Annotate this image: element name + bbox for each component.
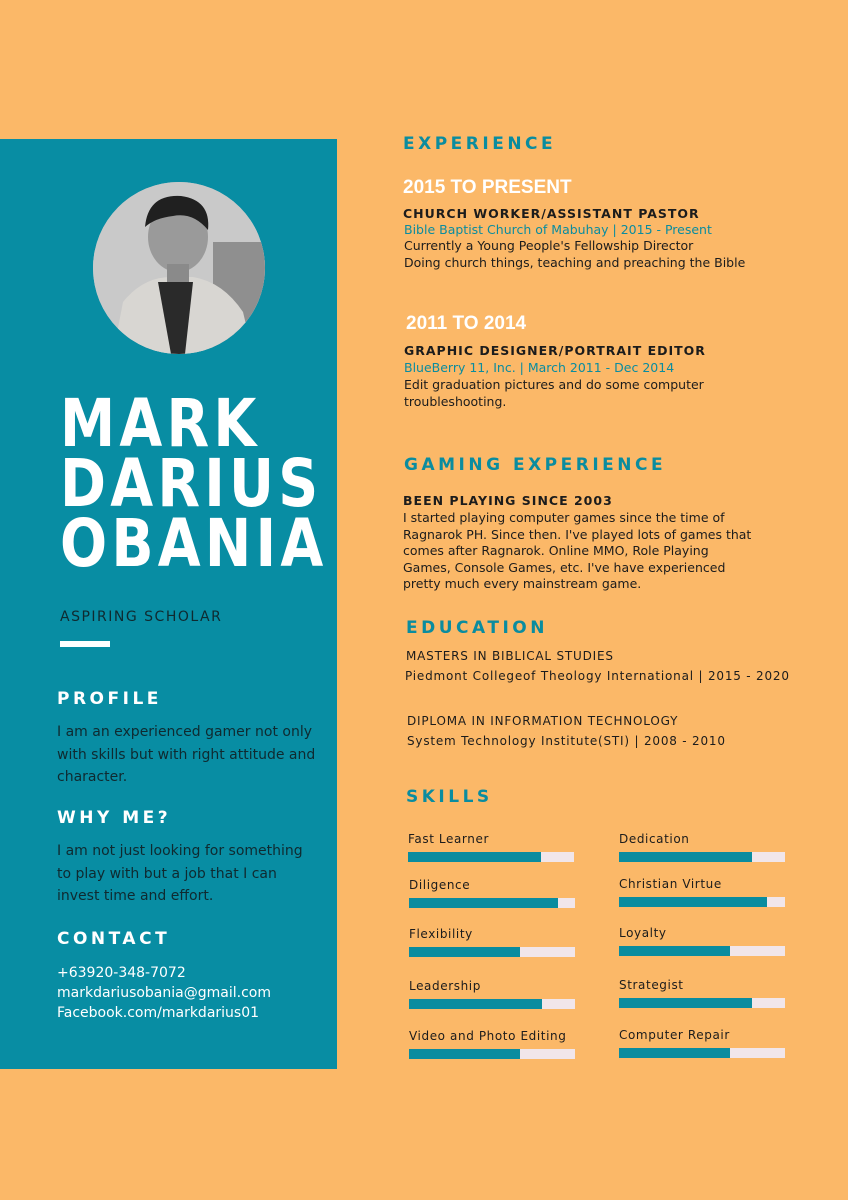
why-me-text: I am not just looking for something to play with but a job that I can invest time and effort.	[57, 843, 303, 904]
skill-label: Loyalty	[619, 926, 667, 940]
divider-bar	[60, 641, 110, 647]
skill-label: Christian Virtue	[619, 877, 722, 891]
skill-fill	[619, 1048, 730, 1058]
skill-label: Leadership	[409, 979, 481, 993]
skill-track	[409, 947, 575, 957]
education-2-degree: DIPLOMA IN INFORMATION TECHNOLOGY	[407, 714, 679, 728]
job-1-desc-line: Doing church things, teaching and preaching the Bible	[404, 254, 746, 270]
skill-video-photo-editing	[409, 1029, 575, 1045]
sidebar	[0, 139, 337, 1069]
skill-fill	[409, 1049, 520, 1059]
skill-track	[619, 897, 785, 907]
gaming-heading: GAMING EXPERIENCE	[404, 455, 667, 475]
candidate-name	[60, 385, 328, 582]
skill-flexibility	[409, 927, 575, 943]
name-line-middle: DARIUS	[60, 445, 323, 522]
skill-fill	[409, 898, 558, 908]
skill-track	[409, 898, 575, 908]
profile-photo	[93, 182, 265, 354]
skill-label: Computer Repair	[619, 1028, 730, 1042]
name-line-last: OBANIA	[60, 505, 328, 582]
job-1-desc-line: Currently a Young People's Fellowship Director	[404, 238, 694, 253]
skill-label: Diligence	[409, 878, 471, 892]
skill-track	[409, 1049, 575, 1059]
job-1-org: Bible Baptist Church of Mabuhay | 2015 - Present	[404, 222, 712, 237]
job-1-title: CHURCH WORKER/ASSISTANT PASTOR	[403, 206, 700, 221]
profile-text: I am an experienced gamer not only with skills but with right attitude and character.	[57, 724, 316, 785]
portrait-image	[93, 182, 265, 354]
contact-facebook[interactable]: Facebook.com/markdarius01	[57, 1005, 260, 1021]
skill-fill	[619, 897, 767, 907]
skill-track	[619, 998, 785, 1008]
skill-fill	[409, 999, 542, 1009]
candidate-subtitle: ASPIRING SCHOLAR	[60, 609, 223, 625]
education-heading: EDUCATION	[406, 618, 548, 638]
skill-christian-virtue	[619, 877, 785, 893]
skill-track	[409, 999, 575, 1009]
contact-phone[interactable]: +63920-348-7072	[57, 965, 186, 981]
skill-label: Strategist	[619, 978, 684, 992]
education-1-school: Piedmont Collegeof Theology International | 2015 - 2020	[405, 669, 790, 683]
job-1-desc	[404, 238, 754, 271]
skill-loyalty	[619, 926, 785, 942]
skill-dedication	[619, 832, 785, 848]
name-line-first: MARK	[60, 385, 261, 462]
skill-leadership	[409, 979, 575, 995]
job-2-desc-line: troubleshooting.	[404, 393, 507, 409]
skill-fill	[619, 946, 730, 956]
education-1-degree: MASTERS IN BIBLICAL STUDIES	[406, 649, 614, 663]
skill-track	[619, 852, 785, 862]
gaming-title: BEEN PLAYING SINCE 2003	[403, 493, 613, 508]
skill-label: Video and Photo Editing	[409, 1029, 567, 1043]
skill-strategist	[619, 978, 785, 994]
gaming-desc: I started playing computer games since the time of Ragnarok PH. Since then. I've played lots of games that comes after Ragnarok. Online MMO, Role Playing Games, Console Games, etc. I've have experienced pretty much every mainstream game.	[403, 510, 752, 591]
job-2-desc-line: Edit graduation pictures and do some computer	[404, 377, 704, 392]
skill-fast-learner	[408, 832, 574, 848]
skill-fill	[619, 852, 752, 862]
skill-fill	[619, 998, 752, 1008]
job-2-title: GRAPHIC DESIGNER/PORTRAIT EDITOR	[404, 343, 706, 358]
contact-email[interactable]: markdariusobania@gmail.com	[57, 985, 271, 1001]
contact-details	[57, 963, 317, 1023]
skill-label: Flexibility	[409, 927, 473, 941]
skill-fill	[408, 852, 541, 862]
job-1-period: 2015 TO PRESENT	[403, 177, 572, 198]
skill-track	[619, 946, 785, 956]
skill-track	[619, 1048, 785, 1058]
experience-heading: EXPERIENCE	[403, 134, 557, 154]
job-2-org: BlueBerry 11, Inc. | March 2011 - Dec 2014	[404, 360, 675, 375]
contact-heading: CONTACT	[57, 929, 171, 949]
skill-diligence	[409, 878, 575, 894]
why-me-heading: WHY ME?	[57, 808, 172, 828]
skill-computer-repair	[619, 1028, 785, 1044]
job-2-desc	[404, 377, 754, 410]
skill-label: Fast Learner	[408, 832, 489, 846]
skill-label: Dedication	[619, 832, 690, 846]
skills-heading: SKILLS	[406, 787, 493, 807]
skill-fill	[409, 947, 520, 957]
profile-heading: PROFILE	[57, 689, 162, 709]
education-2-school: System Technology Institute(STI) | 2008 - 2010	[407, 734, 726, 748]
skill-track	[408, 852, 574, 862]
job-2-period: 2011 TO 2014	[406, 313, 527, 334]
